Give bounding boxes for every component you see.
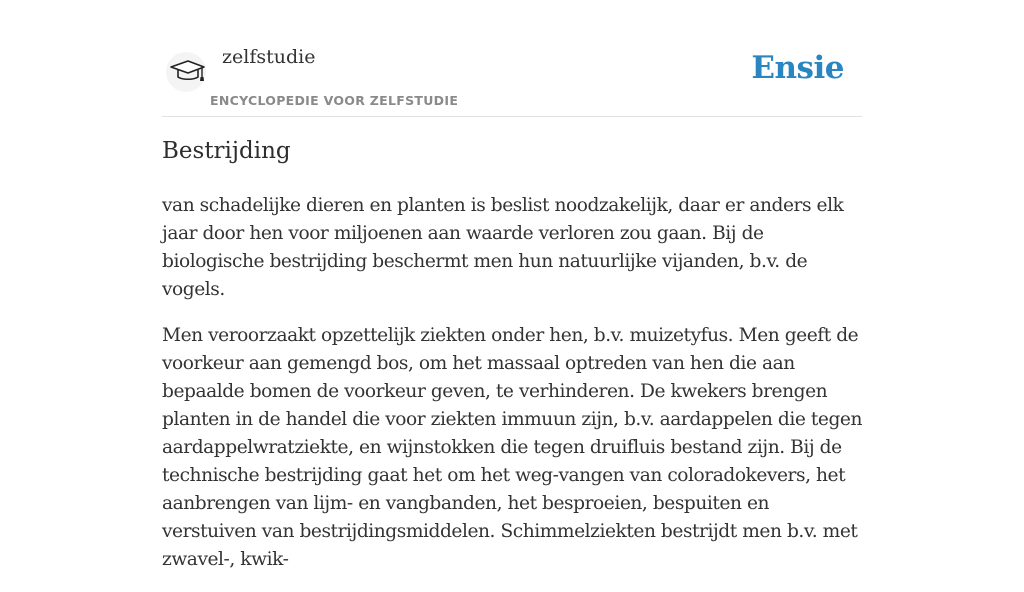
article-paragraph-2: Men veroorzaakt opzettelijk ziekten onder hen, b.v. muizetyfus. Men geeft de voorkeur aan gemengd bos, om het massaal optreden van hen die aan bepaalde bomen de voorkeur geven, te verhinderen. De kwekers brengen planten in de handel die voor ziekten immuun zijn, b.v. aardappelen die tegen aardappelwratziekte, en wijnstokken die tegen druifluis bestand zijn. Bij de technische bestrijding gaat het om het weg-vangen van coloradokevers, het aanbrengen van lijm- en vangbanden, het besproeien, bespuiten en verstuiven van bestrijdingsmiddelen. Schimmelziekten bestrijdt men b.v. met zwavel-, kwik- [162,325,862,570]
article-body [162,192,862,592]
article-title: Bestrijding [162,138,291,164]
graduation-cap-icon[interactable] [166,52,206,92]
graduation-cap-icon-svg [168,58,206,88]
site-header [162,0,862,117]
article-paragraph-1: van schadelijke dieren en planten is beslist noodzakelijk, daar er anders elk jaar door hen voor miljoenen aan waarde verloren zou gaan. Bij de biologische bestrijding beschermt men hun natuurlijke vijanden, b.v. de vogels. [162,195,844,300]
site-name[interactable]: zelfstudie [222,46,316,68]
ensie-logo-link[interactable]: Ensie [751,50,844,86]
page [162,0,862,570]
site-tagline: ENCYCLOPEDIE VOOR ZELFSTUDIE [210,93,459,108]
